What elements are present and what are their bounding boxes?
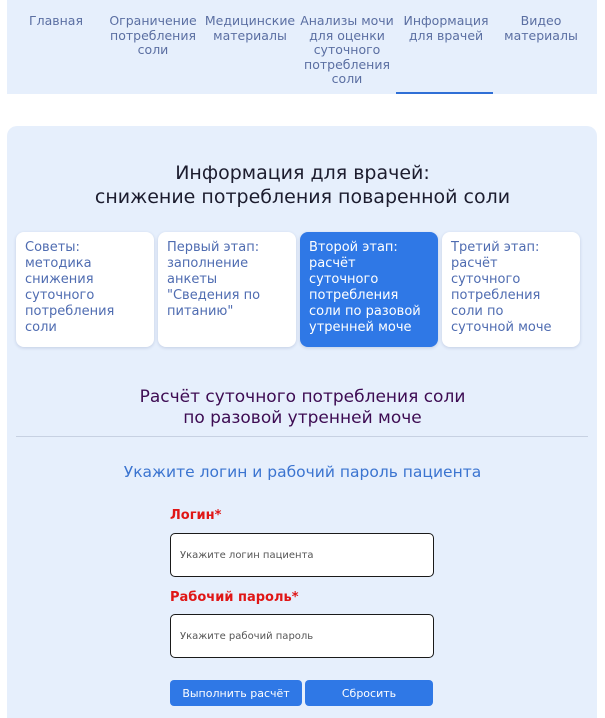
calculate-button[interactable]: Выполнить расчёт xyxy=(170,680,302,706)
nav-item-home[interactable]: Главная xyxy=(29,13,83,28)
reset-button[interactable]: Сбросить xyxy=(305,680,433,706)
nav-item-medical-materials[interactable]: Медицинские материалы xyxy=(204,13,296,43)
nav-item-doctors-info[interactable]: Информация для врачей xyxy=(403,13,489,43)
password-label xyxy=(170,590,299,605)
form-instruction: Укажите логин и рабочий пароль пациента xyxy=(123,463,482,481)
calculation-title: Расчёт суточного потребления соли по разовой утренней моче xyxy=(139,387,466,428)
password-input[interactable] xyxy=(170,614,434,658)
nav-item-salt-restriction[interactable]: Ограничение потребления соли xyxy=(109,13,197,57)
step-card-first-stage[interactable] xyxy=(158,232,296,347)
password-label-text: Рабочий пароль xyxy=(170,590,292,605)
step-card-second-stage[interactable] xyxy=(300,232,438,347)
required-mark: * xyxy=(291,590,299,605)
login-label xyxy=(170,508,221,523)
nav-item-urine-analysis[interactable]: Анализы мочи для оценки суточного потребления соли xyxy=(300,13,394,86)
required-mark: * xyxy=(214,508,222,523)
step-card-third-stage[interactable] xyxy=(442,232,580,347)
step-card-text: Третий этап: расчёт суточного потребления соли по суточной моче xyxy=(451,240,552,335)
section-divider xyxy=(16,436,588,437)
nav-item-video-materials[interactable]: Видео материалы xyxy=(504,13,578,43)
nav-active-indicator xyxy=(396,92,493,94)
step-card-text: Второй этап: расчёт суточного потребления соли по разовой утренней моче xyxy=(309,240,421,335)
page-title: Информация для врачей: снижение потребления поваренной соли xyxy=(94,162,511,208)
login-input[interactable] xyxy=(170,533,434,577)
step-card-tips[interactable] xyxy=(16,232,154,347)
login-label-text: Логин xyxy=(170,508,215,523)
step-card-text: Первый этап: заполнение анкеты "Сведения по питанию" xyxy=(167,240,261,319)
step-card-text: Советы: методика снижения суточного потребления соли xyxy=(25,240,115,335)
